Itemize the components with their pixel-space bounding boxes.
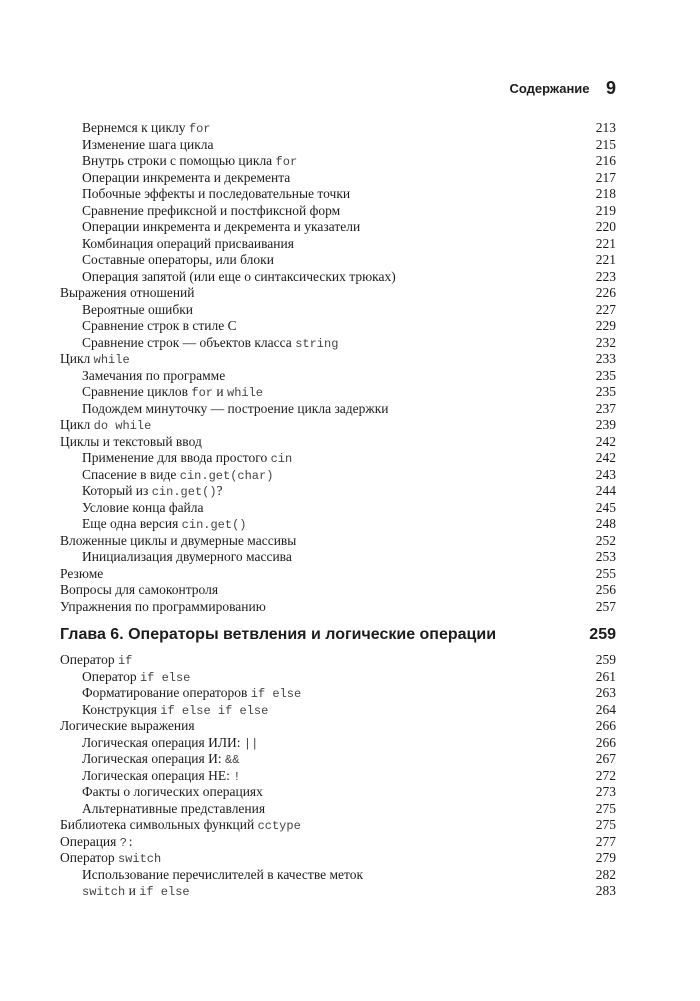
toc-entry-page: 242 (595, 450, 616, 465)
code-fragment: if else if else (160, 703, 269, 718)
toc-entry-page: 220 (595, 219, 616, 234)
text-fragment: Сравнение строк — объектов класса (82, 334, 296, 350)
toc-entry-page: 248 (595, 516, 616, 531)
toc-entry-page: 253 (595, 549, 616, 564)
toc-entry-page: 259 (595, 652, 616, 667)
toc-entry[interactable] (60, 582, 616, 599)
toc-entry-page: 229 (595, 318, 616, 333)
toc-entry[interactable] (60, 516, 616, 533)
toc-entry[interactable] (60, 153, 616, 170)
code-fragment: for (191, 386, 214, 400)
toc-entry[interactable] (60, 120, 616, 137)
code-fragment: && (225, 753, 240, 767)
text-fragment: Инициализация двумерного массива (82, 549, 292, 564)
text-fragment: Логическая операция И: (82, 751, 225, 766)
chapter-heading[interactable] (60, 622, 616, 648)
toc-entry-page: 218 (595, 186, 616, 201)
chapter-page: 259 (589, 626, 616, 643)
toc-entry-title (82, 302, 193, 317)
text-fragment: Оператор (60, 652, 118, 667)
toc-entry-page: 263 (595, 685, 616, 700)
toc-entry-title (82, 384, 263, 399)
toc-entry-page: 223 (595, 268, 616, 284)
text-fragment: Условие конца файла (82, 499, 204, 515)
toc-entry-title (60, 533, 296, 548)
toc-entry-title (60, 351, 130, 366)
text-fragment: Составные операторы, или блоки (82, 252, 274, 267)
text-fragment: Упражнения по программированию (60, 598, 266, 614)
toc-entry[interactable] (60, 768, 616, 785)
toc-entry-title (60, 834, 134, 849)
toc-entry-title (82, 252, 274, 267)
toc-entry-title (82, 784, 263, 799)
code-fragment: while (93, 353, 130, 367)
toc-entry-page: 267 (595, 751, 616, 766)
text-fragment: Вернемся к циклу (82, 120, 189, 135)
toc-entry[interactable] (60, 417, 616, 434)
text-fragment: Который из (82, 483, 152, 498)
toc-entry[interactable] (60, 137, 616, 154)
text-fragment: Применение для ввода простого (82, 450, 271, 465)
text-fragment: Сравнение циклов (82, 384, 192, 399)
toc-entry-page: 264 (595, 701, 616, 717)
text-fragment: Замечания по программе (82, 367, 226, 383)
toc-entry[interactable] (60, 351, 616, 368)
code-fragment: cin (270, 452, 293, 466)
toc-entry[interactable] (60, 335, 616, 352)
toc-entry[interactable] (60, 817, 616, 834)
text-fragment: Логические выражения (60, 718, 195, 733)
toc-entry-title (82, 186, 350, 201)
toc-entry-title (82, 702, 268, 717)
toc-entry[interactable] (60, 685, 616, 702)
toc-entry-title (82, 170, 290, 185)
toc-entry-title (82, 751, 239, 766)
text-fragment: Библиотека символьных функций (60, 817, 258, 832)
toc-entry-page: 237 (595, 400, 616, 416)
running-title: Содержание (509, 81, 590, 96)
toc-entry[interactable] (60, 599, 616, 616)
toc-entry[interactable] (60, 549, 616, 566)
toc-entry-title (60, 817, 301, 832)
toc-entry-title (82, 867, 363, 882)
toc-entry-title (82, 120, 211, 135)
toc-entry[interactable] (60, 850, 616, 867)
toc-entry[interactable] (60, 500, 616, 517)
text-fragment: Операция (60, 833, 120, 849)
toc-entry-page: 252 (595, 532, 616, 548)
toc-entry-title (82, 203, 340, 218)
toc-entry-page: 283 (595, 883, 616, 898)
toc-entry-title (82, 685, 301, 700)
toc-entry-page: 242 (595, 433, 616, 449)
toc-entry-page: 245 (595, 499, 616, 515)
code-fragment: for (275, 155, 298, 169)
toc-entry-title (60, 850, 161, 865)
toc-entry-title (82, 549, 292, 564)
toc-entry[interactable] (60, 401, 616, 418)
text-fragment: Логическая операция НЕ: (82, 767, 234, 783)
toc-entry[interactable] (60, 434, 616, 451)
text-fragment: Подождем минуточку — построение цикла задержки (82, 400, 389, 416)
text-fragment: Внутрь строки с помощью цикла (82, 153, 276, 168)
code-fragment: for (188, 122, 211, 136)
toc-entry[interactable] (60, 702, 616, 719)
toc-entry[interactable] (60, 203, 616, 220)
toc-entry[interactable] (60, 236, 616, 253)
toc-list (60, 652, 616, 900)
toc-entry[interactable] (60, 533, 616, 550)
toc-entry-page: 215 (595, 136, 616, 152)
toc-entry[interactable] (60, 867, 616, 884)
text-fragment: Использование перечислителей в качестве меток (82, 866, 364, 882)
code-fragment: ?: (119, 835, 135, 850)
toc-entry-title (60, 566, 103, 581)
toc-entry-page: 244 (595, 483, 616, 498)
toc-entry-page: 216 (595, 153, 616, 168)
code-fragment: if else (139, 885, 190, 899)
toc-entry-title (82, 219, 360, 234)
code-fragment: cin.get() (151, 485, 217, 499)
page-number: 9 (605, 78, 616, 98)
text-fragment: ? (216, 483, 223, 498)
code-fragment: cin.get(char) (179, 468, 274, 483)
text-fragment: Альтернативные представления (82, 800, 266, 816)
toc-entry-page: 243 (595, 466, 616, 482)
code-fragment: ! (233, 769, 241, 784)
toc-entry-title (82, 768, 240, 783)
toc-entry[interactable] (60, 384, 616, 401)
toc-entry-page: 226 (595, 285, 616, 300)
toc-entry-title (82, 137, 214, 152)
code-fragment: if else (250, 687, 302, 701)
toc-entry[interactable] (60, 669, 616, 686)
text-fragment: Вложенные циклы и двумерные массивы (60, 532, 297, 548)
text-fragment: Операция запятой (или еще о синтаксических трюках) (82, 268, 396, 284)
toc-entry[interactable] (60, 735, 616, 752)
code-fragment: || (243, 736, 259, 751)
toc-entry-title (60, 582, 218, 597)
text-fragment: Выражения отношений (60, 285, 195, 300)
toc-section-chapter-5 (60, 120, 616, 615)
text-fragment: Изменение шага цикла (82, 136, 214, 152)
chapter-title: Глава 6. Операторы ветвления и логические операции (60, 626, 497, 643)
toc-entry-title (60, 285, 195, 300)
code-fragment: cctype (257, 819, 301, 833)
text-fragment: Резюме (60, 565, 104, 581)
toc-entry[interactable] (60, 566, 616, 583)
toc-entry-page: 213 (595, 120, 616, 135)
toc-entry-title (82, 450, 292, 465)
text-fragment: Спасение в виде (82, 466, 180, 482)
code-fragment: if else (139, 670, 191, 685)
toc-entry[interactable] (60, 302, 616, 319)
toc-entry-title (82, 883, 190, 898)
text-fragment: Вопросы для самоконтроля (60, 582, 219, 597)
toc-entry-page: 279 (595, 850, 616, 865)
toc-entry-title (82, 318, 237, 333)
toc-entry-page: 261 (595, 668, 616, 684)
text-fragment: Логическая операция ИЛИ: (82, 734, 244, 750)
toc-entry[interactable] (60, 483, 616, 500)
text-fragment: Циклы и текстовый ввод (60, 433, 202, 449)
toc-entry-page: 232 (595, 334, 616, 350)
code-fragment: while (227, 386, 264, 400)
toc-entry[interactable] (60, 751, 616, 768)
toc-entry-title (82, 236, 294, 251)
toc-entry-page: 233 (595, 351, 616, 366)
toc-entry-page: 282 (595, 866, 616, 882)
text-fragment: Оператор (60, 850, 118, 865)
toc-entry-title (82, 500, 204, 515)
toc-entry-title (60, 652, 132, 667)
toc-entry[interactable] (60, 784, 616, 801)
toc-entry[interactable] (60, 450, 616, 467)
toc-entry-page: 221 (595, 235, 616, 251)
toc-entry[interactable] (60, 368, 616, 385)
toc-entry-title (82, 669, 190, 684)
toc-entry-page: 227 (595, 301, 616, 317)
text-fragment: Сравнение строк в стиле С (82, 318, 237, 333)
code-fragment: string (295, 336, 339, 351)
toc-entry-title (82, 335, 338, 350)
toc-entry-page: 266 (595, 718, 616, 733)
code-fragment: switch (82, 885, 126, 899)
toc-entry-page: 277 (595, 833, 616, 849)
toc-entry-page: 235 (595, 384, 616, 399)
toc-entry-title (82, 269, 396, 284)
toc-entry[interactable] (60, 718, 616, 735)
text-fragment: Факты о логических операциях (82, 784, 263, 799)
text-fragment: Операции инкремента и декремента (82, 169, 291, 185)
toc-entry-page: 256 (595, 582, 616, 597)
toc-entry[interactable] (60, 834, 616, 851)
toc-entry-title (82, 483, 223, 498)
toc-entry-page: 273 (595, 784, 616, 799)
toc-entry-title (82, 735, 258, 750)
toc-entry-title (82, 516, 246, 531)
text-fragment: и (213, 384, 227, 399)
toc-entry-page: 266 (595, 734, 616, 750)
toc-entry-page: 272 (595, 767, 616, 783)
text-fragment: Оператор (82, 668, 140, 684)
text-fragment: Операции инкремента и декремента и указатели (82, 219, 361, 234)
toc-entry-page: 255 (595, 565, 616, 581)
toc-entry[interactable] (60, 186, 616, 203)
text-fragment: Сравнение префиксной и постфиксной форм (82, 202, 341, 218)
text-fragment: Еще одна версия (82, 516, 182, 531)
text-fragment: Комбинация операций присваивания (82, 235, 294, 251)
toc-entry[interactable] (60, 285, 616, 302)
toc-entry-page: 239 (595, 417, 616, 432)
text-fragment: Цикл (60, 351, 94, 366)
toc-entry-page: 221 (595, 252, 616, 267)
toc-entry-title (82, 467, 273, 482)
text-fragment: Цикл (60, 417, 94, 432)
toc-entry-title (82, 153, 297, 168)
toc-entry-page: 235 (595, 367, 616, 383)
text-fragment: Конструкция (82, 701, 161, 717)
code-fragment: switch (117, 852, 162, 866)
text-fragment: Побочные эффекты и последовательные точки (82, 186, 351, 201)
toc-entry[interactable] (60, 219, 616, 236)
toc-section-chapter-6 (60, 615, 616, 900)
toc-entry-title (82, 368, 225, 383)
toc-entry-title (82, 801, 265, 816)
toc-entry-page: 217 (595, 169, 616, 185)
text-fragment: Форматирование операторов (82, 685, 251, 700)
toc-entry-title (82, 401, 389, 416)
toc-entry-title (60, 599, 266, 614)
toc-entry-title (60, 417, 151, 432)
code-fragment: cin.get() (181, 518, 247, 532)
toc-entry-page: 275 (595, 800, 616, 816)
toc-entry[interactable] (60, 883, 616, 900)
toc-entry-page: 257 (595, 598, 616, 614)
page-header (0, 78, 616, 99)
toc-entry[interactable] (60, 318, 616, 335)
toc-entry-title (60, 718, 195, 733)
toc-entry[interactable] (60, 467, 616, 484)
toc-entry[interactable] (60, 801, 616, 818)
text-fragment: Вероятные ошибки (82, 301, 194, 317)
toc-entry-title (60, 434, 202, 449)
toc-entry-page: 275 (595, 817, 616, 832)
toc-entry-page: 219 (595, 202, 616, 218)
code-fragment: do while (93, 419, 152, 433)
toc-entry[interactable] (60, 252, 616, 269)
text-fragment: и (125, 883, 140, 898)
code-fragment: if (117, 654, 133, 668)
toc-entry[interactable] (60, 269, 616, 286)
toc-entry[interactable] (60, 652, 616, 669)
toc-entry[interactable] (60, 170, 616, 187)
